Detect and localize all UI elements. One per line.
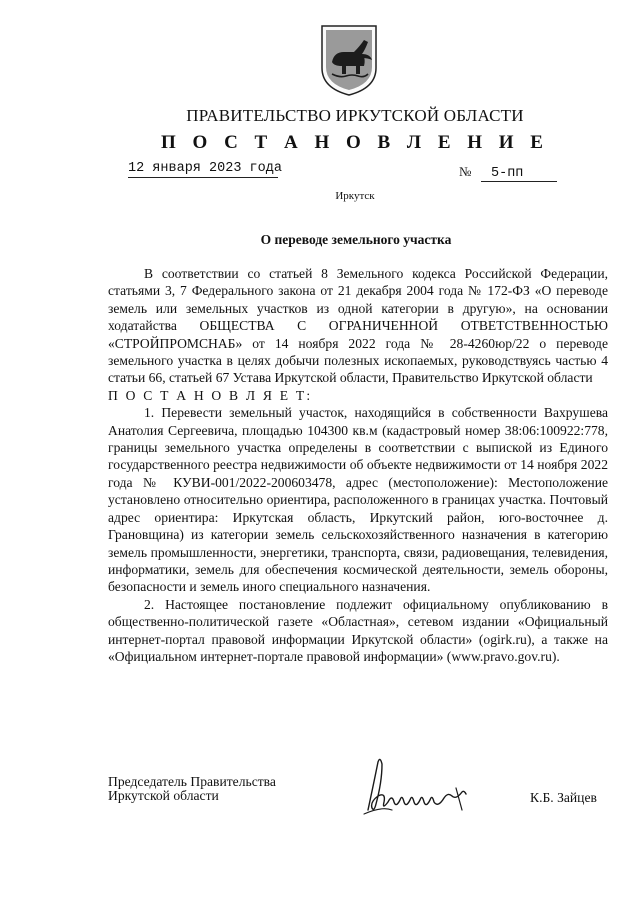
signatory-position bbox=[108, 775, 276, 803]
preamble-paragraph: В соответствии со статьей 8 Земельного кодекса Российской Федерации, статьями 3, 7 Федерального закона от 21 декабря 2004 года № 172-ФЗ «О переводе земель или земельных участков из одной категории в другую», на основании ходатайства ОБЩЕСТВА С ОГРАНИЧЕННОЙ ОТВЕТСТВЕННОСТЬЮ «СТРОЙПРОМСНАБ» от 14 ноября 2022 года № 28-4260юр/22 о переводе земельного участка в целях добычи полезных ископаемых, руководствуясь частью 4 статьи 66, статьей 67 Устава Иркутской области, Правительство Иркутской области bbox=[108, 266, 608, 386]
item-2-paragraph: 2. Настоящее постановление подлежит официальному опубликованию в общественно-политической газете «Областная», сетевом издании «Официальный интернет-портал правовой информации Иркутской области» (ogirk.ru), а также на «Официальном интернет-портале правовой информации» (www.pravo.gov.ru). bbox=[108, 596, 608, 664]
decree-word: П О С Т А Н О В Л Я Е Т: bbox=[108, 387, 313, 403]
number-sign: № bbox=[459, 164, 472, 179]
city-name: Иркутск bbox=[335, 190, 375, 202]
document-number-line bbox=[459, 164, 557, 182]
document-type-title: П О С Т А Н О В Л Е Н И Е bbox=[161, 132, 549, 153]
document-date: 12 января 2023 года bbox=[128, 161, 282, 176]
document-body bbox=[108, 265, 608, 665]
item-1-paragraph: 1. Перевести земельный участок, находящийся в собственности Вахрушева Анатолия Сергеевича, площадью 104300 кв.м (кадастровый номер 38:06:100922:778, границы земельного участка определены в соответствии с выпиской из Единого государственного реестра недвижимости об объекте недвижимости от 14 ноября 2022 года № КУВИ-001/2022-200603478, адрес (местоположение): Местоположение установлено относительно ориентира, расположенного в границах участка. Почтовый адрес ориентира: Иркутская область, Иркутский район, юго-восточнее д. Грановщина) из категории земель сельскохозяйственного назначения в категорию земель промышленности, энергетики, транспорта, связи, радиовещания, телевидения, информатики, земель для обеспечения космической деятельности, земель обороны, безопасности и земель иного специального назначения. bbox=[108, 405, 608, 595]
position-line-1: Председатель Правительства bbox=[108, 774, 276, 789]
document-subject: О переводе земельного участка bbox=[260, 232, 452, 247]
position-line-2: Иркутской области bbox=[108, 788, 219, 803]
government-name: ПРАВИТЕЛЬСТВО ИРКУТСКОЙ ОБЛАСТИ bbox=[186, 106, 524, 125]
signatory-name: К.Б. Зайцев bbox=[530, 790, 597, 805]
document-number: 5-пп bbox=[481, 166, 557, 182]
coat-of-arms-icon bbox=[318, 22, 380, 98]
handwritten-signature-icon bbox=[352, 752, 484, 822]
